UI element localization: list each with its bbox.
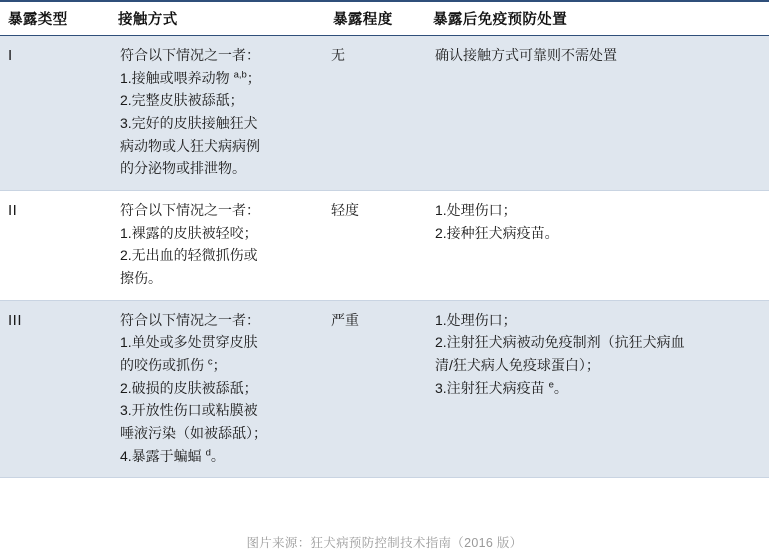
text-line: 符合以下情况之一者： (120, 202, 260, 219)
text-line: 病动物或人狂犬病病例 (120, 137, 260, 154)
table-row (0, 300, 769, 478)
cell-exposure-degree: 严重 (325, 300, 425, 478)
text-line: 1.单处或多处贯穿皮肤 (120, 334, 258, 351)
table-row (0, 191, 769, 301)
cell-exposure-type: III (0, 300, 110, 478)
text-line: 3.开放性伤口或粘膜被 (120, 402, 258, 419)
column-header-post-exposure-treatment: 暴露后免疫预防处置 (425, 1, 769, 36)
text-line: 清/狂犬病人免疫球蛋白）； (435, 357, 600, 374)
table-row (0, 36, 769, 191)
cell-exposure-type: I (0, 36, 110, 191)
table-header (0, 1, 769, 36)
text-line: 2.接种狂犬病疫苗。 (435, 224, 559, 241)
text-line: 符合以下情况之一者： (120, 311, 260, 328)
column-header-contact-method: 接触方式 (110, 1, 325, 36)
cell-contact-method (110, 300, 325, 478)
table-body (0, 36, 769, 478)
text-line: 2.破损的皮肤被舔舐； (120, 379, 258, 396)
text-line: 2.无出血的轻微抓伤或 (120, 247, 258, 264)
text-line: 的分泌物或排泄物。 (120, 160, 246, 177)
text-line: 3.注射狂犬病疫苗 $^e$。 (435, 379, 568, 396)
footnote-marker: e (548, 379, 554, 391)
footnote-marker: a,b (233, 69, 247, 81)
column-header-exposure-degree: 暴露程度 (325, 1, 425, 36)
cell-treatment (425, 191, 769, 301)
footnote-marker: d (205, 447, 211, 459)
text-line: 擦伤。 (120, 270, 162, 287)
cell-treatment (425, 36, 769, 191)
cell-contact-method (110, 36, 325, 191)
image-source-caption: 图片来源：狂犬病预防控制技术指南（2016 版） (246, 536, 523, 550)
text-line: 唾液污染（如被舔舐）； (120, 425, 267, 442)
text-line: 1.处理伤口； (435, 202, 517, 219)
cell-exposure-degree: 轻度 (325, 191, 425, 301)
text-line: 1.裸露的皮肤被轻咬； (120, 224, 258, 241)
text-line: 确认接触方式可靠则不需处置 (435, 47, 617, 63)
cell-exposure-type: II (0, 191, 110, 301)
text-line: 3.完好的皮肤接触狂犬 (120, 115, 258, 132)
cell-contact-method (110, 191, 325, 301)
text-line: 符合以下情况之一者： (120, 47, 260, 63)
text-line: 1.接触或喂养动物 $^{a,b}$； (120, 69, 261, 86)
column-header-exposure-type: 暴露类型 (0, 1, 110, 36)
text-line: 1.处理伤口； (435, 311, 517, 328)
cell-exposure-degree: 无 (325, 36, 425, 191)
table-header-row (0, 1, 769, 36)
cell-treatment (425, 300, 769, 478)
text-line: 2.注射狂犬病被动免疫制剂（抗狂犬病血 (435, 334, 685, 351)
footnote-marker: c (207, 356, 213, 368)
text-line: 2.完整皮肤被舔舐； (120, 92, 244, 109)
text-line: 的咬伤或抓伤 $^c$； (120, 356, 227, 374)
text-line: 4.暴露于蝙蝠 $^d$。 (120, 447, 225, 464)
